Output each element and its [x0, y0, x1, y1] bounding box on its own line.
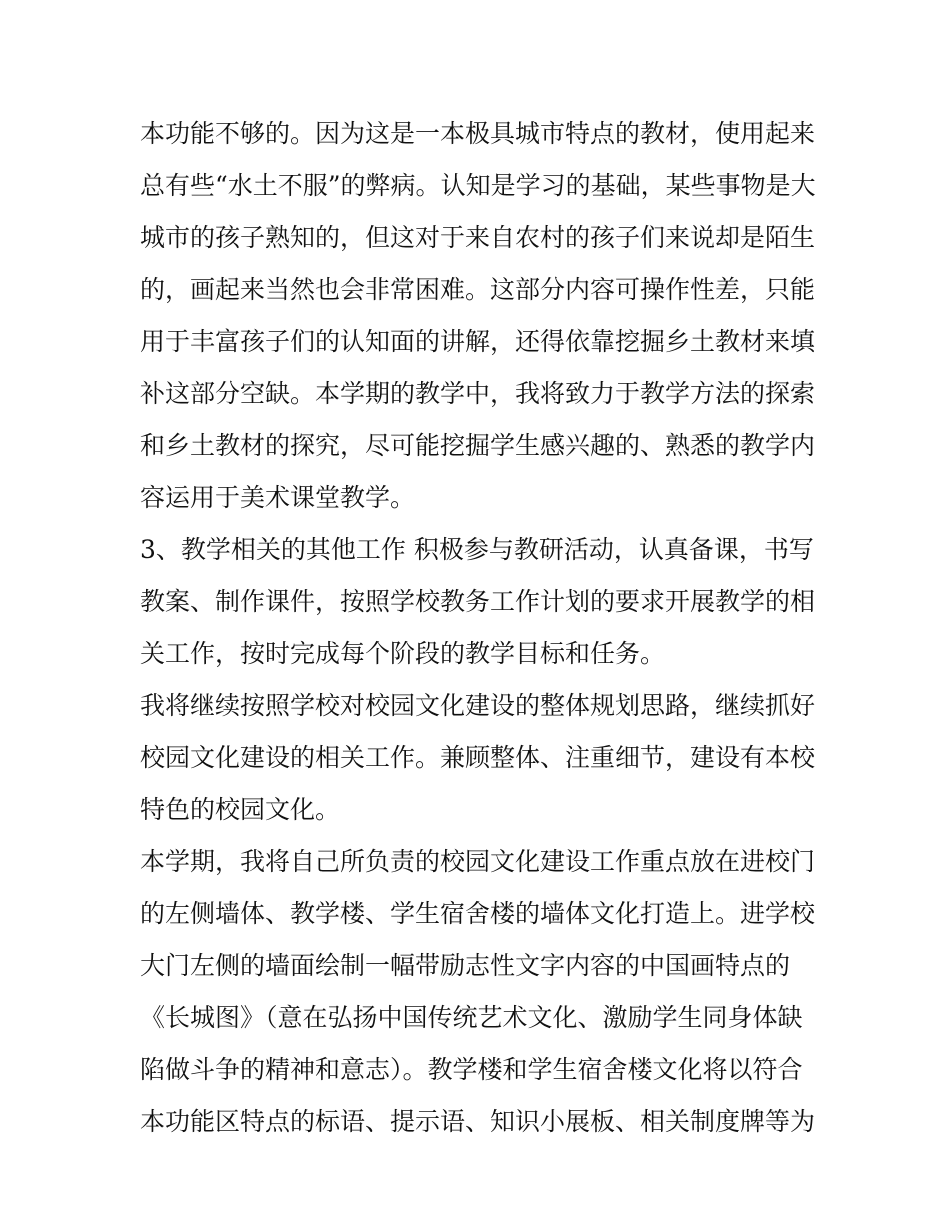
- text-line: 关工作，按时完成每个阶段的教学目标和任务。: [140, 639, 666, 668]
- text-line: 特色的校园文化。: [140, 795, 341, 824]
- text-line: 3、教学相关的其他工作 积极参与教研活动，认真备课，书写: [140, 535, 814, 564]
- text-line: 的，画起来当然也会非常困难。这部分内容可操作性差，只能: [140, 275, 816, 304]
- text-line: 用于丰富孩子们的认知面的讲解，还得依靠挖掘乡土教材来填: [140, 327, 816, 356]
- text-line: 大门左侧的墙面绘制一幅带励志性文字内容的中国画特点的: [140, 951, 791, 980]
- text-line: 陷做斗争的精神和意志）。教学楼和学生宿舍楼文化将以符合: [140, 1055, 803, 1084]
- text-line: 的左侧墙体、教学楼、学生宿舍楼的墙体文化打造上。进学校: [140, 899, 816, 928]
- text-line: 《长城图》（意在弘扬中国传统艺术文化、激励学生同身体缺: [140, 1003, 803, 1032]
- text-line: 本功能不够的。因为这是一本极具城市特点的教材，使用起来: [140, 119, 816, 148]
- text-line: 校园文化建设的相关工作。兼顾整体、注重细节，建设有本校: [140, 743, 816, 772]
- text-line: 城市的孩子熟知的，但这对于来自农村的孩子们来说却是陌生: [140, 223, 816, 252]
- text-line: 我将继续按照学校对校园文化建设的整体规划思路，继续抓好: [140, 691, 816, 720]
- text-line: 本功能区特点的标语、提示语、知识小展板、相关制度牌等为: [140, 1107, 816, 1136]
- text-line: 补这部分空缺。本学期的教学中，我将致力于教学方法的探索: [140, 379, 816, 408]
- text-line: 总有些“水土不服”的弊病。认知是学习的基础，某些事物是大: [140, 171, 816, 200]
- text-line: 教案、制作课件，按照学校教务工作计划的要求开展教学的相: [140, 587, 816, 616]
- text-line: 容运用于美术课堂教学。: [140, 483, 416, 512]
- body-text: [140, 108, 820, 1148]
- text-line: 和乡土教材的探究，尽可能挖掘学生感兴趣的、熟悉的教学内: [140, 431, 816, 460]
- text-line: 本学期，我将自己所负责的校园文化建设工作重点放在进校门: [140, 847, 816, 876]
